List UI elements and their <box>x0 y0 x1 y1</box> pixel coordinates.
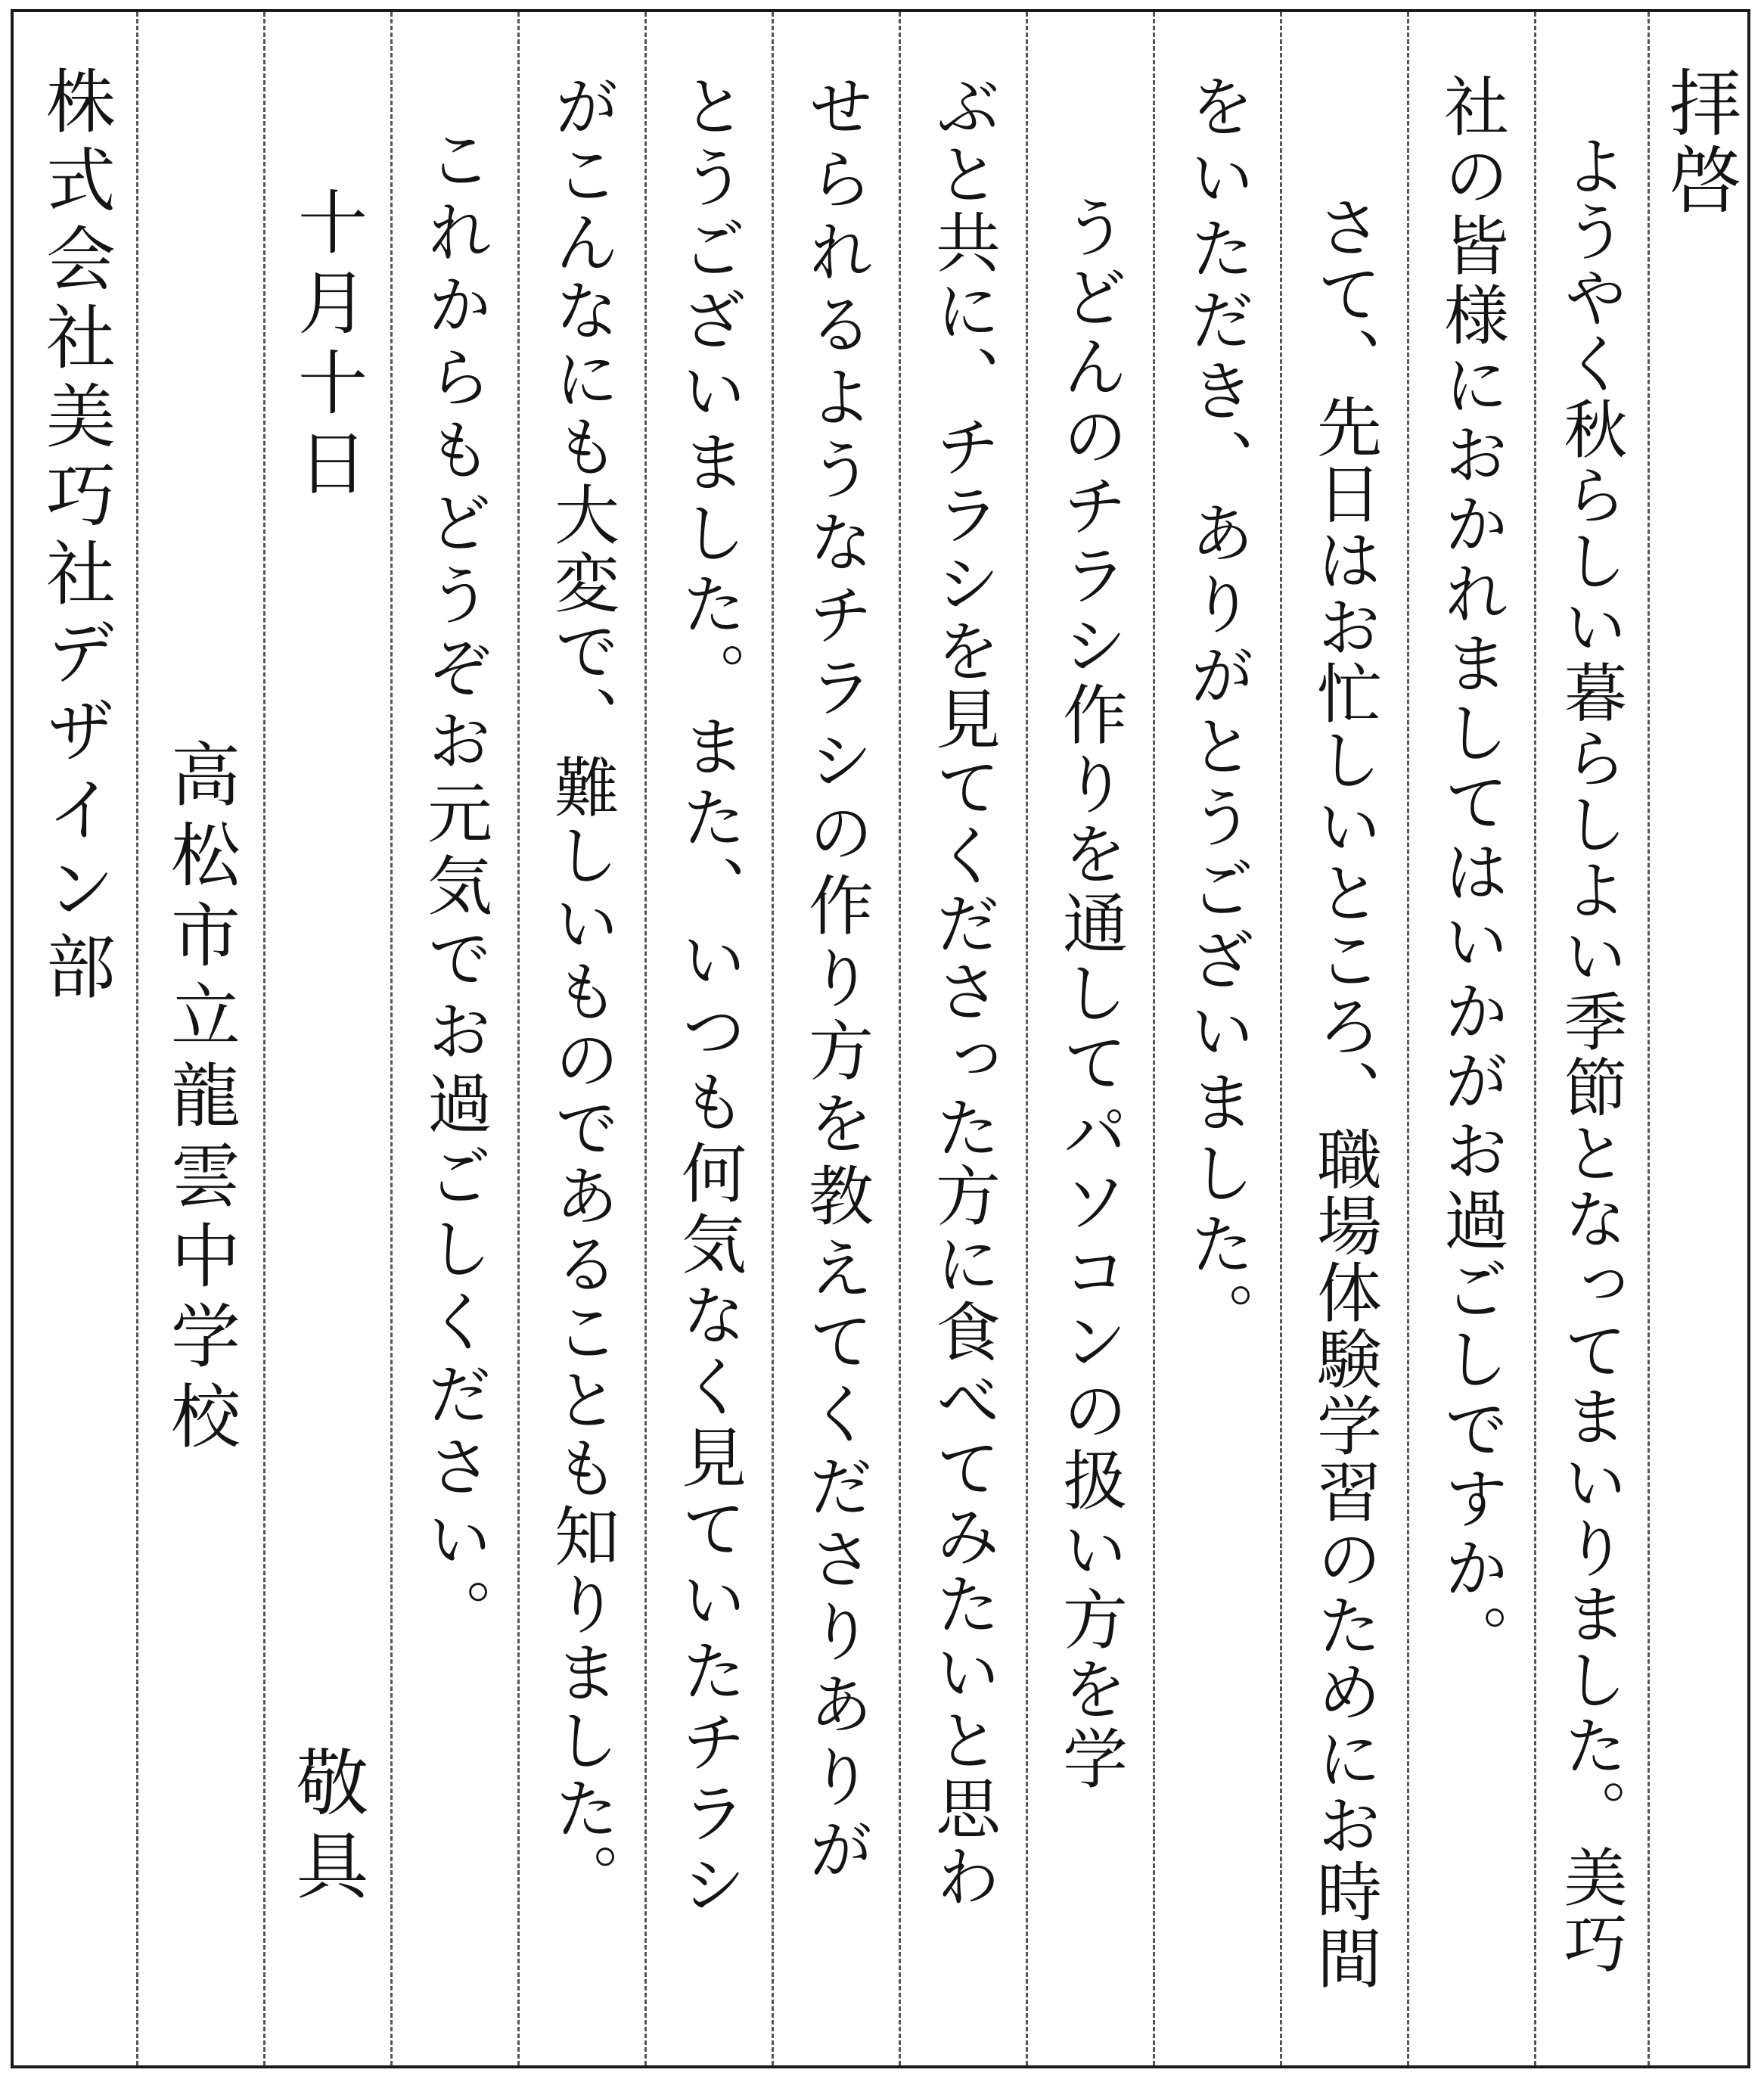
letter-column-recipient <box>14 12 136 2065</box>
letter-column-salutation <box>1649 12 1750 2065</box>
letter-column <box>1407 12 1534 2065</box>
sender-school: 高松市立龍雲中学校 <box>160 738 241 1460</box>
letter-line: これからもどうぞお元気でお過ごしください。 <box>416 126 492 1651</box>
letter-line: ようやく秋らしい暮らしよい季節となってまいりました。美巧 <box>1554 133 1628 1976</box>
closing-text: 敬具 <box>284 1745 369 1911</box>
letter-column-sender <box>136 12 263 2065</box>
letter-line: をいただき、ありがとうございました。 <box>1179 73 1254 1353</box>
letter-column <box>644 12 772 2065</box>
letter-column <box>1153 12 1280 2065</box>
letter-column <box>390 12 517 2065</box>
letter-column <box>1534 12 1648 2065</box>
letter-column <box>1280 12 1407 2065</box>
salutation-text: 拝啓 <box>1657 65 1742 219</box>
letter-line: さて、先日はお忙しいところ、職場体験学習のためにお時間 <box>1306 194 1381 1991</box>
letter-line: 社の皆様におかれましてはいかがお過ごしですか。 <box>1433 73 1508 1673</box>
letter-line: せられるようなチラシの作り方を教えてくださりありが <box>797 73 873 1888</box>
recipient-company: 株式会社美巧社デザイン部 <box>35 65 116 1009</box>
letter-date: 十月十日 <box>287 186 368 507</box>
letter-column <box>1026 12 1153 2065</box>
letter-column <box>772 12 899 2065</box>
letter-line: がこんなにも大変で、難しいものであることも知りました。 <box>543 73 619 1911</box>
letter-column <box>899 12 1026 2065</box>
letter-line: うどんのチラシ作りを通してパソコンの扱い方を学 <box>1051 194 1127 1795</box>
letter-column-date <box>263 12 390 2065</box>
letter-column <box>517 12 644 2065</box>
letter-sheet <box>11 9 1750 2068</box>
letter-line: とうございました。また、いつも何気なく見ていたチラシ <box>670 73 746 1922</box>
letter-line: ぶと共に、チラシを見てくださった方に食べてみたいと思わ <box>924 73 1000 1911</box>
